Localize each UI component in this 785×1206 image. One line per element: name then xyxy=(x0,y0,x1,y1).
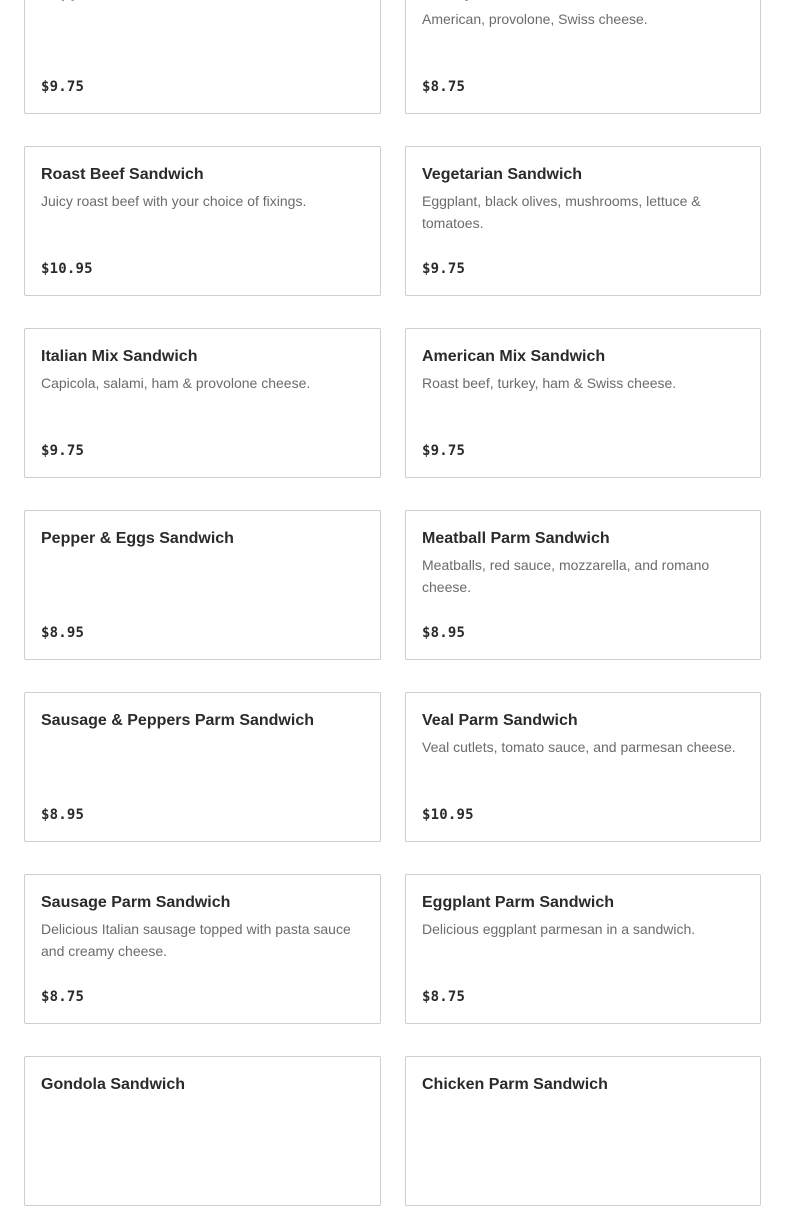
menu-item-description: Delicious eggplant parmesan in a sandwich. xyxy=(422,921,696,937)
menu-item-name xyxy=(41,0,364,3)
menu-item-price: $8.95 xyxy=(41,807,85,823)
menu-item-name: Sausage Parm Sandwich xyxy=(41,894,231,911)
menu-item-price: $9.75 xyxy=(41,79,85,95)
menu-item-price: $8.75 xyxy=(41,989,85,1005)
menu-item-price: $9.75 xyxy=(422,443,466,459)
menu-item-name: American Mix Sandwich xyxy=(422,348,606,365)
menu-item-card[interactable] xyxy=(405,0,761,114)
menu-items-grid xyxy=(24,0,761,1206)
menu-item-description: Veal cutlets, tomato sauce, and parmesan cheese. xyxy=(422,739,736,755)
menu-item-price: $8.75 xyxy=(422,79,466,95)
menu-item-card[interactable] xyxy=(405,692,761,842)
menu-item-price: $8.95 xyxy=(422,625,466,641)
menu-item-name: Pepper & Eggs Sandwich xyxy=(41,530,234,547)
menu-item-price: $9.75 xyxy=(422,261,466,277)
menu-item-description: Meatballs, red sauce, mozzarella, and romano cheese. xyxy=(422,557,710,595)
menu-item-name: Chicken Parm Sandwich xyxy=(422,1076,608,1093)
menu-item-card[interactable] xyxy=(24,328,381,478)
menu-item-card[interactable] xyxy=(24,874,381,1024)
menu-item-price: $10.95 xyxy=(422,807,474,823)
menu-item-card[interactable] xyxy=(24,1056,381,1206)
menu-item-name xyxy=(422,0,744,3)
menu-item-name: Italian Mix Sandwich xyxy=(41,348,198,365)
menu-item-card[interactable] xyxy=(24,510,381,660)
menu-item-price: $8.75 xyxy=(422,989,466,1005)
menu-item-card[interactable] xyxy=(405,1056,761,1206)
menu-item-card[interactable] xyxy=(24,692,381,842)
menu-item-description: American, provolone, Swiss cheese. xyxy=(422,11,648,27)
menu-item-card[interactable] xyxy=(405,146,761,296)
menu-item-card[interactable] xyxy=(405,328,761,478)
menu-item-name: Gondola Sandwich xyxy=(41,1076,186,1093)
menu-item-name: Sausage & Peppers Parm Sandwich xyxy=(41,712,314,729)
menu-item-card[interactable] xyxy=(24,146,381,296)
menu-item-name: Roast Beef Sandwich xyxy=(41,166,204,183)
menu-item-description: Capicola, salami, ham & provolone cheese. xyxy=(41,375,311,391)
menu-item-name: Vegetarian Sandwich xyxy=(422,166,583,183)
menu-item-name: Veal Parm Sandwich xyxy=(422,712,578,729)
menu-item-description: Delicious Italian sausage topped with pasta sauce and creamy cheese. xyxy=(41,921,351,959)
menu-item-name: Meatball Parm Sandwich xyxy=(422,530,610,547)
menu-item-description: Eggplant, black olives, mushrooms, lettuce & tomatoes. xyxy=(422,193,701,231)
menu-item-description: Juicy roast beef with your choice of fixings. xyxy=(41,193,307,209)
menu-item-description: Roast beef, turkey, ham & Swiss cheese. xyxy=(422,375,677,391)
menu-item-name: Eggplant Parm Sandwich xyxy=(422,894,615,911)
menu-item-price: $8.95 xyxy=(41,625,85,641)
menu-item-price: $10.95 xyxy=(41,261,93,277)
menu-item-card[interactable] xyxy=(405,510,761,660)
menu-item-card[interactable] xyxy=(24,0,381,114)
menu-item-card[interactable] xyxy=(405,874,761,1024)
menu-item-price: $9.75 xyxy=(41,443,85,459)
